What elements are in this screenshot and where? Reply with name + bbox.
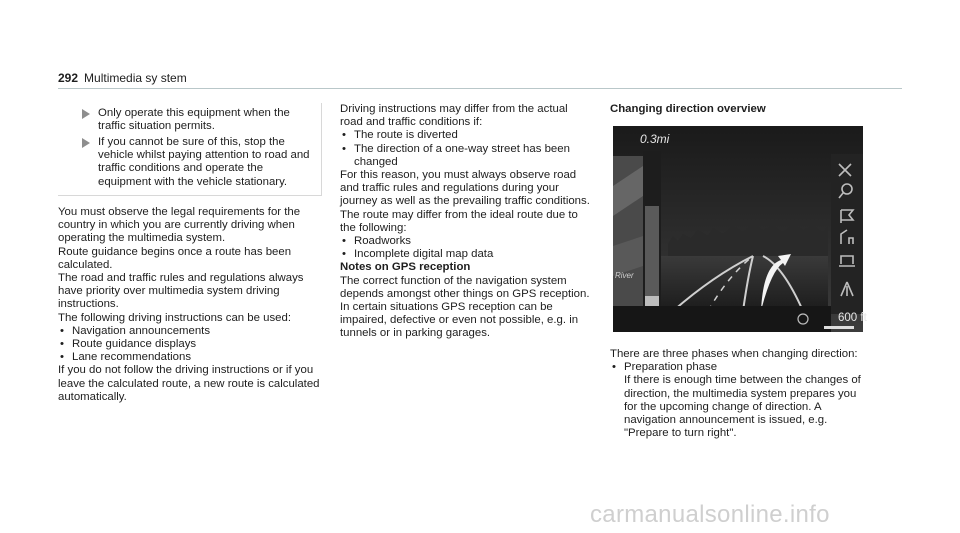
triangle-bullet-icon [82,109,90,119]
note-text: Only operate this equipment when the traffic situation permits. [98,107,290,133]
paragraph: The correct function of the navigation system depends amongst other things on GPS reception. In certain situations GPS reception can be impaired, defective or even not possible, e.g. in tunnels or in parking garages. [340,274,590,340]
note-item [98,107,313,133]
header-rule [58,88,902,89]
gps-heading: Notes on GPS reception [340,261,471,274]
column-left [58,206,324,404]
remaining-distance: 600 ft [838,312,867,324]
section-heading: Changing direction overview [610,103,766,115]
list-item: • Preparation phase [610,361,872,374]
list-item: • Lane recommendations [58,351,324,364]
list-item: • The route is diverted [340,129,590,142]
paragraph: For this reason, you must always observe road and traffic rules and regulations during your journey as well as the prevailing traffic conditions. [340,169,590,208]
column-right [610,103,870,126]
distance-bar [824,326,854,329]
list-item: • Navigation announcements [58,325,324,338]
section-title: Multimedia sy stem [84,71,187,85]
navigation-screen-image [613,126,863,332]
phases-block [610,348,872,440]
notes-box [58,103,322,196]
triangle-bullet-icon [82,138,90,148]
condition-list [340,129,590,169]
list-item: • Roadworks [340,235,590,248]
note-text: If you cannot be sure of this, stop the vehicle whilst paying attention to road and traffic conditions and operate the equipment with the vehicle stationary. [98,136,310,188]
paragraph: The following driving instructions can be used: [58,311,292,324]
paragraph: Driving instructions may differ from the actual road and traffic conditions if: [340,103,568,129]
page-header [58,72,187,85]
list-item: • The direction of a one-way street has been changed [340,143,590,169]
paragraph: There are three phases when changing direction: [610,348,858,360]
list-item: • Route guidance displays [58,338,324,351]
note-item [98,136,313,189]
phase-description: If there is enough time between the changes of direction, the multimedia system prepares you for the upcoming change of direction. A navigation announcement is issued, e.g. "Prepare to turn right". [624,374,861,440]
reason-list [340,235,590,261]
navigation-screen-graphic [613,126,863,332]
map-label: River [615,271,634,280]
phase-list [610,361,872,374]
paragraph: The route may differ from the ideal route due to the following: [340,208,578,234]
paragraph: The road and traffic rules and regulations always have priority over multimedia system driving instructions. [58,272,304,311]
distance-readout: 0.3mi [640,132,670,146]
watermark: carmanualsonline.info [590,501,830,528]
list-item: • Incomplete digital map data [340,248,590,261]
paragraph: Route guidance begins once a route has been calculated. [58,245,292,271]
paragraph: If you do not follow the driving instructions or if you leave the calculated route, a new route is calculated automatically. [58,364,320,403]
instruction-list [58,325,324,365]
paragraph: You must observe the legal requirements for the country in which you are currently driving when operating the multimedia system. [58,206,301,245]
column-middle [340,103,590,341]
page-number: 292 [58,71,79,85]
